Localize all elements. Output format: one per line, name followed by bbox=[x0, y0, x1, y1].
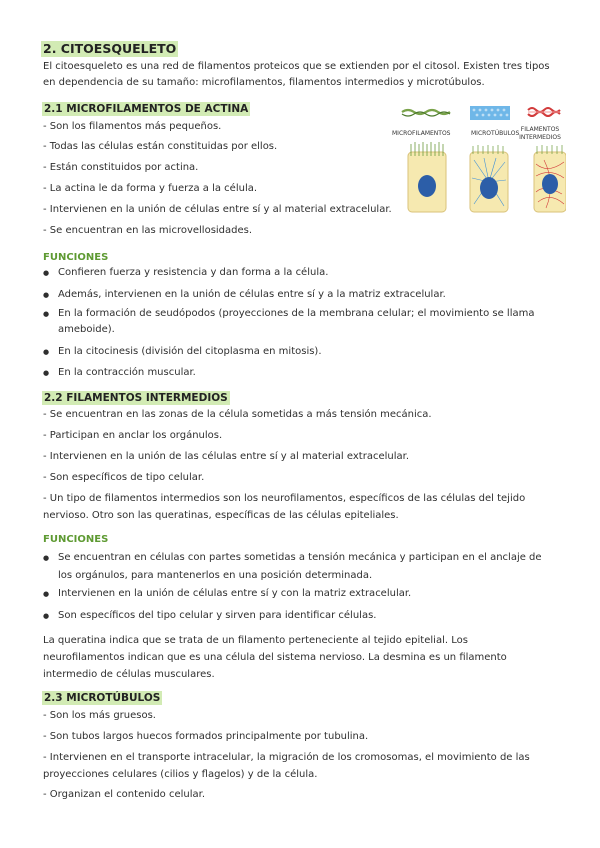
funciones-label: FUNCIONES bbox=[43, 252, 109, 263]
page-title: 2. CITOESQUELETO bbox=[43, 41, 177, 56]
s1-bullet: ● Además, intervienen en la unión de células entre sí y a la matriz extracelular. bbox=[43, 287, 558, 303]
section-heading-microfilamentos: 2.1 MICROFILAMENTOS DE ACTINA bbox=[44, 103, 249, 115]
s2-long-line: - Un tipo de filamentos intermedios son los neurofilamentos, específicos de las células del tejido nervioso. Otro son las queratinas, específicas de las células epiteliales. bbox=[43, 493, 526, 521]
s2-line: - Intervienen en la unión de las células entre sí y al material extracelular. bbox=[43, 451, 409, 462]
microtubule-strip-icon bbox=[470, 106, 510, 120]
s1-bullet: ● Confieren fuerza y resistencia y dan forma a la célula. bbox=[43, 265, 558, 281]
s2-line: - Se encuentran en las zonas de la célula sometidas a más tensión mecánica. bbox=[43, 409, 432, 420]
s3-line: - Son tubos largos huecos formados principalmente por tubulina. bbox=[43, 731, 369, 742]
cell-microtubules-icon bbox=[470, 145, 508, 212]
s2-bullet: ● Son específicos del tipo celular y sirven para identificar células. bbox=[43, 608, 558, 624]
section-heading-microtubulos: 2.3 MICROTÚBULOS bbox=[44, 692, 161, 704]
section-heading-filamentos-intermedios: 2.2 FILAMENTOS INTERMEDIOS bbox=[44, 392, 228, 404]
intermediate-filament-strip-icon bbox=[528, 108, 560, 116]
s2-closing-paragraph: La queratina indica que se trata de un filamento perteneciente al tejido epitelial. Los neurofilamentos indican que es una célula del sistema nervioso. La desmina es un filamento intermedio de células musculares. bbox=[43, 635, 507, 680]
s2-bullet: ● Se encuentran en células con partes sometidas a tensión mecánica y participan en el anclaje de los orgánulos, para mantenerlos en una posición determinada. bbox=[43, 549, 553, 585]
caption-microtubulos: MICROTÚBULOS bbox=[471, 130, 520, 137]
s3-long-line: - Intervienen en el transporte intracelular, la migración de los cromosomas, el movimiento de las proyecciones celulares (cilios y flagelos) y de la célula. bbox=[43, 752, 530, 780]
caption-intermedios: INTERMEDIOS bbox=[519, 134, 561, 141]
s1-line: - Están constituidos por actina. bbox=[43, 162, 199, 173]
s3-line: - Son los más gruesos. bbox=[43, 710, 156, 721]
s1-line: - Todas las células están constituidas por ellos. bbox=[43, 141, 278, 152]
s3-line: - Organizan el contenido celular. bbox=[43, 789, 206, 800]
caption-microfilamentos: MICROFILAMENTOS bbox=[392, 130, 451, 137]
cell-intermediate-filaments-icon bbox=[534, 145, 566, 212]
s1-line: - Son los filamentos más pequeños. bbox=[43, 121, 222, 132]
s1-line: - Se encuentran en las microvellosidades. bbox=[43, 225, 253, 236]
caption-filamentos: FILAMENTOS bbox=[520, 126, 560, 133]
intro-paragraph: El citoesqueleto es una red de filamentos proteicos que se extienden por el citosol. Existen tres tipos en dependencia de su tamaño: microfilamentos, filamentos intermedios y microtúbulos. bbox=[43, 61, 550, 88]
s2-line: - Son específicos de tipo celular. bbox=[43, 472, 205, 483]
s2-bullet: ● Intervienen en la unión de células entre sí y con la matriz extracelular. bbox=[43, 586, 558, 602]
s1-bullet: ● En la contracción muscular. bbox=[43, 365, 558, 381]
s1-line: - La actina le da forma y fuerza a la célula. bbox=[43, 183, 258, 194]
s2-line: - Participan en anclar los orgánulos. bbox=[43, 430, 223, 441]
cell-microfilaments-icon bbox=[408, 142, 446, 212]
funciones-label: FUNCIONES bbox=[43, 534, 109, 545]
s1-bullet: ● En la citocinesis (división del citoplasma en mitosis). bbox=[43, 344, 558, 360]
s1-bullet: ● En la formación de seudópodos (proyecciones de la membrana celular; el movimiento se llama ameboide). bbox=[43, 306, 536, 338]
microfilament-strip-icon bbox=[402, 110, 450, 116]
cytoskeleton-illustration bbox=[388, 104, 566, 216]
s1-line: - Intervienen en la unión de células entre sí y al material extracelular. bbox=[43, 204, 392, 215]
